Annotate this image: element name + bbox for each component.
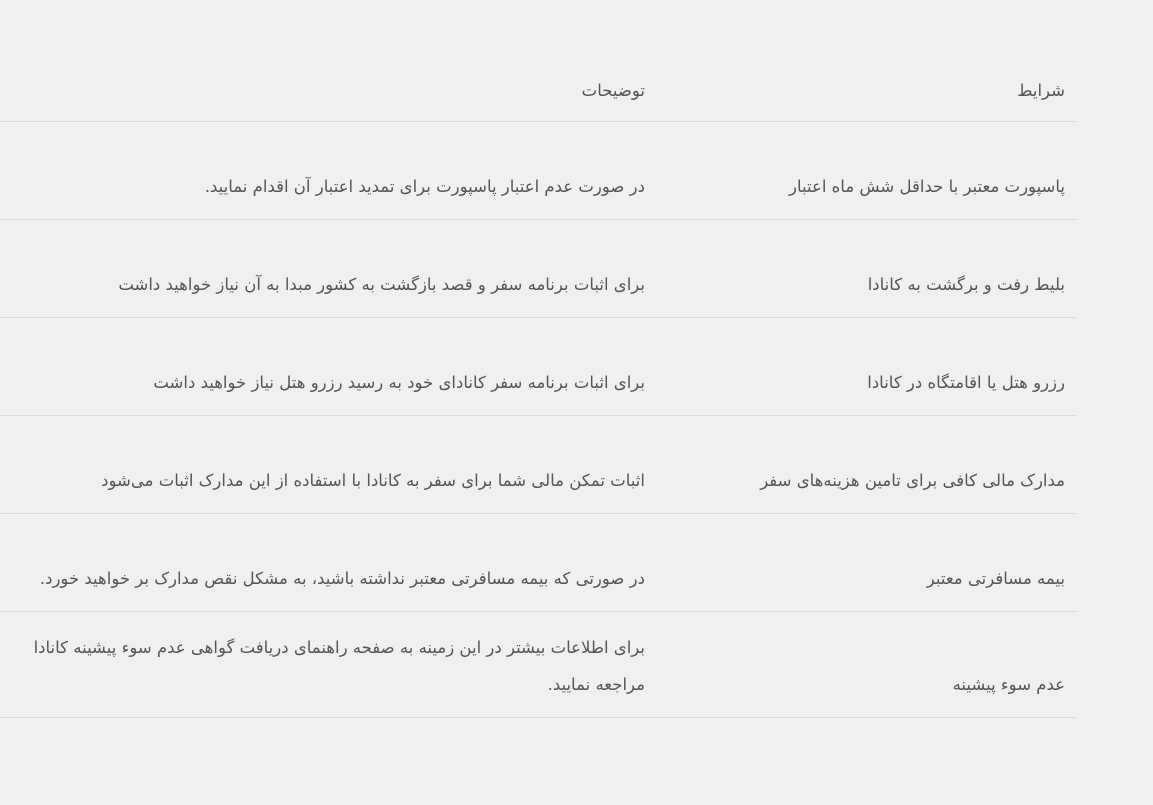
header-descriptions: توضیحات (0, 50, 665, 122)
condition-cell: عدم سوء پیشینه (665, 612, 1077, 718)
condition-cell: مدارک مالی کافی برای تامین هزینه‌های سفر (665, 416, 1077, 514)
condition-cell: بلیط رفت و برگشت به کانادا (665, 220, 1077, 318)
description-cell: برای اثبات برنامه سفر و قصد بازگشت به کشور مبدا به آن نیاز خواهید داشت (0, 220, 665, 318)
header-conditions: شرایط (665, 50, 1077, 122)
description-cell: در صورتی که بیمه مسافرتی معتبر نداشته باشید، به مشکل نقص مدارک بر خواهید خورد. (0, 514, 665, 612)
table-row (0, 416, 1077, 514)
description-cell: برای اثبات برنامه سفر کانادای خود به رسید رزرو هتل نیاز خواهید داشت (0, 318, 665, 416)
table-row (0, 612, 1077, 718)
requirements-table (0, 50, 1077, 718)
table-header-row (0, 50, 1077, 122)
table-row (0, 318, 1077, 416)
table-row (0, 514, 1077, 612)
condition-cell: رزرو هتل یا اقامتگاه در کانادا (665, 318, 1077, 416)
description-cell: برای اطلاعات بیشتر در این زمینه به صفحه راهنمای دریافت گواهی عدم سوء پیشینه کانادا مراجعه نمایید. (0, 612, 665, 718)
table-row (0, 220, 1077, 318)
condition-cell: پاسپورت معتبر با حداقل شش ماه اعتبار (665, 122, 1077, 220)
description-cell: در صورت عدم اعتبار پاسپورت برای تمدید اعتبار آن اقدام نمایید. (0, 122, 665, 220)
table-row (0, 122, 1077, 220)
condition-cell: بیمه مسافرتی معتبر (665, 514, 1077, 612)
description-cell: اثبات تمکن مالی شما برای سفر به کانادا با استفاده از این مدارک اثبات می‌شود (0, 416, 665, 514)
